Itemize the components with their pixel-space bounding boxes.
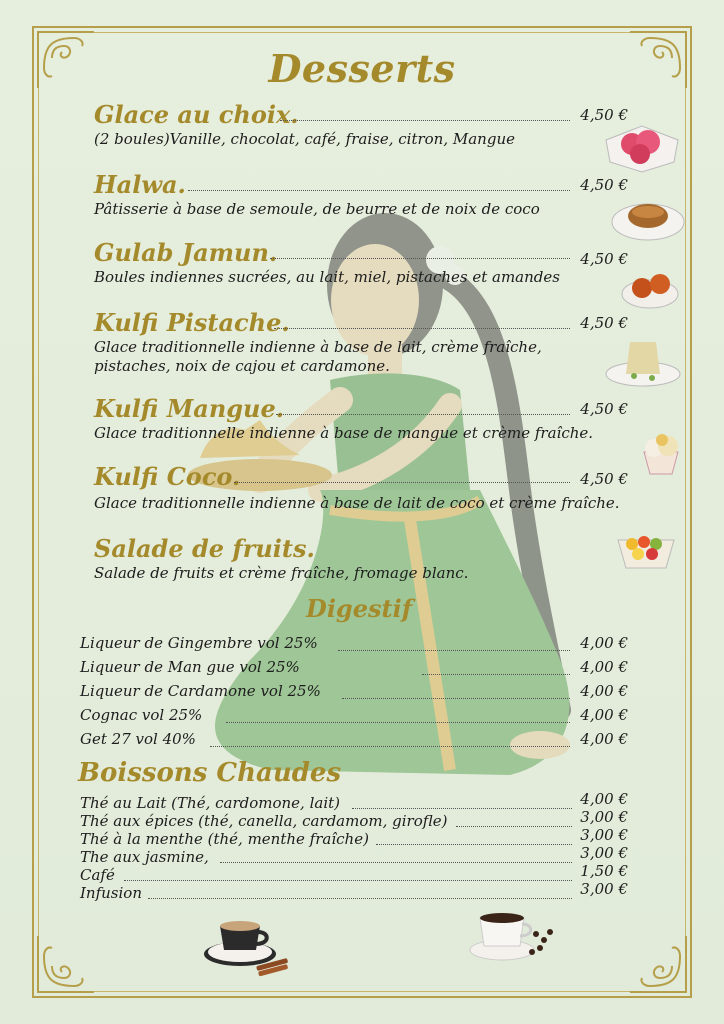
dessert-name: Kulfi Pistache. [94,308,290,337]
dessert-item-glace [94,100,634,148]
dotted-leader [352,808,572,809]
dessert-item-kulfi-mangue [94,394,634,442]
dotted-leader [276,414,570,415]
dessert-description: (2 boules)Vanille, chocolat, café, fraise, citron, Mangue [94,130,515,148]
boisson-price: 3,00 € [580,808,628,826]
boisson-row [80,808,628,830]
halwa-cake-image [610,194,686,242]
kulfi-mangue-image [636,430,686,476]
boisson-row [80,826,628,848]
dessert-description-line-2: pistaches, noix de cajou et cardamone. [94,357,390,375]
dessert-name: Salade de fruits. [94,534,315,563]
chai-cup-image [200,912,292,978]
dessert-name: Kulfi Mangue. [94,394,285,423]
boisson-price: 1,50 € [580,862,628,880]
boisson-row [80,844,628,866]
dotted-leader [124,880,572,881]
digestif-price: 4,00 € [580,730,628,748]
dotted-leader [210,746,570,747]
boisson-row [80,862,628,884]
dessert-description-line-1: Glace traditionnelle indienne à base de lait, crème fraîche, [94,338,542,356]
boisson-price: 3,00 € [580,880,628,898]
dessert-name: Glace au choix. [94,100,299,129]
page-title: Desserts [268,46,456,91]
corner-ornament-bottom-left [34,932,98,996]
digestif-price: 4,00 € [580,658,628,676]
digestif-label: Cognac vol 25% [80,706,203,724]
section-title-boissons-chaudes: Boissons Chaudes [78,758,342,788]
boisson-row [80,790,628,812]
boisson-label: Café [80,866,115,884]
fruit-salad-image [614,526,678,576]
dessert-item-salade [94,534,634,582]
boisson-row [80,880,628,902]
dessert-description: Pâtisserie à base de semoule, de beurre et de noix de coco [94,200,540,218]
coffee-cup-image [466,904,558,966]
section-title-digestif: Digestif [306,594,413,623]
dotted-leader [376,844,572,845]
dessert-description: Glace traditionnelle indienne à base de mangue et crème fraîche. [94,424,594,442]
boisson-label: Thé aux épices (thé, canella, cardamom, girofle) [80,812,448,830]
digestif-price: 4,00 € [580,706,628,724]
digestif-row [80,682,628,704]
dotted-leader [338,650,570,651]
dotted-leader [274,328,570,329]
digestif-price: 4,00 € [580,634,628,652]
dessert-item-kulfi-pistache [94,308,634,375]
dessert-price: 4,50 € [580,470,628,488]
digestif-price: 4,00 € [580,682,628,700]
dessert-item-kulfi-coco [94,462,634,512]
boisson-price: 3,00 € [580,826,628,844]
dessert-price: 4,50 € [580,250,628,268]
digestif-row [80,658,628,680]
gulab-jamun-image [620,264,680,310]
digestif-label: Liqueur de Man gue vol 25% [80,658,300,676]
kulfi-pistache-image [604,334,682,388]
dotted-leader [280,120,570,121]
digestif-row [80,634,628,656]
dotted-leader [188,190,570,191]
boisson-price: 4,00 € [580,790,628,808]
dotted-leader [234,482,570,483]
boisson-price: 3,00 € [580,844,628,862]
boisson-label: Thé au Lait (Thé, cardomone, lait) [80,794,341,812]
digestif-row [80,730,628,752]
dotted-leader [456,826,572,827]
dotted-leader [220,862,572,863]
boisson-label: The aux jasmine, [80,848,209,866]
boisson-label: Thé à la menthe (thé, menthe fraîche) [80,830,369,848]
dessert-description: Glace traditionnelle indienne à base de lait de coco et crème fraîche. [94,494,620,512]
dessert-price: 4,50 € [580,176,628,194]
dotted-leader [148,898,572,899]
dotted-leader [422,674,570,675]
digestif-label: Get 27 vol 40% [80,730,196,748]
ice-cream-scoops-image [602,118,682,176]
dessert-price: 4,50 € [580,400,628,418]
corner-ornament-bottom-right [626,932,690,996]
dessert-name: Halwa. [94,170,186,199]
dessert-price: 4,50 € [580,106,628,124]
dotted-leader [226,722,570,723]
dotted-leader [342,698,570,699]
digestif-row [80,706,628,728]
dessert-item-gulab-jamun [94,238,634,286]
dessert-item-halwa [94,170,634,218]
boisson-label: Infusion [80,884,142,902]
dessert-name: Gulab Jamun. [94,238,278,267]
dessert-price: 4,50 € [580,314,628,332]
digestif-label: Liqueur de Cardamone vol 25% [80,682,321,700]
digestif-label: Liqueur de Gingembre vol 25% [80,634,318,652]
dotted-leader [270,258,570,259]
dessert-description: Salade de fruits et crème fraîche, fromage blanc. [94,564,469,582]
dessert-description: Boules indiennes sucrées, au lait, miel, pistaches et amandes [94,268,560,286]
dessert-name: Kulfi Coco. [94,462,241,491]
